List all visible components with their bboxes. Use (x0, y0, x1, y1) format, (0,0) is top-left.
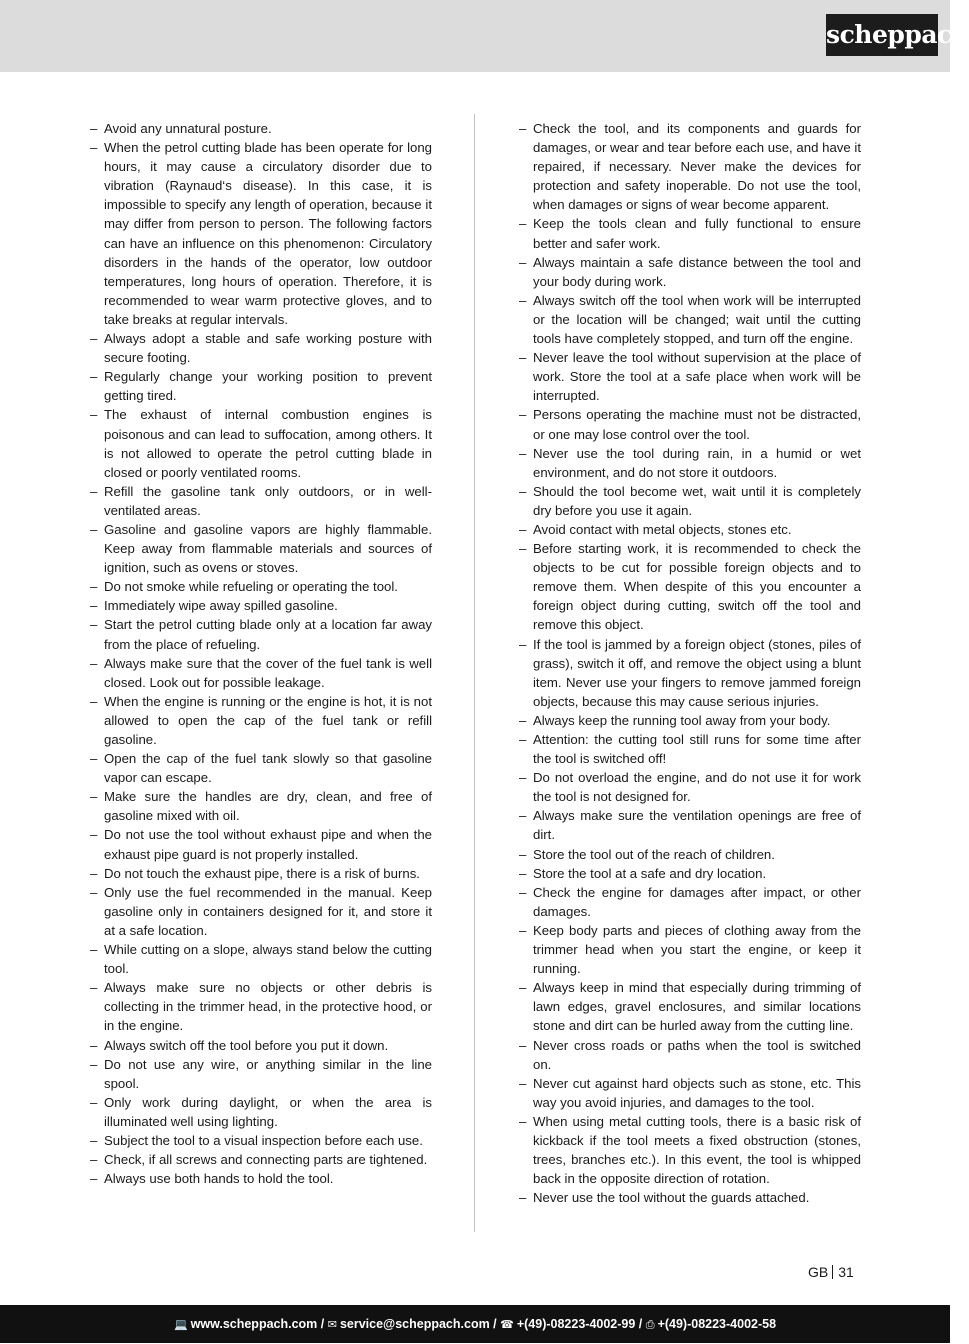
safety-instruction-item: – Avoid any unnatural posture. (90, 119, 432, 138)
safety-instruction-item: – Store the tool at a safe and dry location. (519, 864, 861, 883)
safety-instruction-item: – Never cut against hard objects such as stone, etc. This way you avoid injuries, and damages to the tool. (519, 1074, 861, 1112)
safety-instruction-item: – Always make sure that the cover of the fuel tank is well closed. Look out for possible leakage. (90, 654, 432, 692)
header-band (0, 0, 950, 72)
safety-instruction-item: – Always make sure no objects or other debris is collecting in the trimmer head, in the protective hood, or in the engine. (90, 978, 432, 1035)
left-safety-list (90, 119, 432, 1188)
safety-instruction-item: – Avoid contact with metal objects, stones etc. (519, 520, 861, 539)
safety-instruction-item: – Check, if all screws and connecting parts are tightened. (90, 1150, 432, 1169)
phone-icon: ☎ (500, 1319, 514, 1331)
footer-website[interactable]: www.scheppach.com (190, 1317, 318, 1331)
safety-instruction-item: – Only work during daylight, or when the area is illuminated well using lighting. (90, 1093, 432, 1131)
computer-icon: 💻 (173, 1319, 188, 1331)
safety-instruction-item: – Attention: the cutting tool still runs for some time after the tool is switched off! (519, 730, 861, 768)
safety-instruction-item: – Start the petrol cutting blade only at a location far away from the place of refueling. (90, 615, 432, 653)
footer-separator: / (635, 1317, 646, 1331)
safety-instruction-item: – Do not touch the exhaust pipe, there is a risk of burns. (90, 864, 432, 883)
safety-instruction-item: – Never cross roads or paths when the tool is switched on. (519, 1036, 861, 1074)
safety-instruction-item: – When the petrol cutting blade has been operate for long hours, it may cause a circulatory disorder due to vibration (Raynaud‘s disease). In this case, it is impossible to specify any length of operation, because it may differ from person to person. The following factors can have an influence on this phenomenon: Circulatory disorders in the hands of the operator, low outdoor temperatures, long hours of operation. Therefore, it is recommended to wear warm protective gloves, and to take breaks at regular intervals. (90, 138, 432, 329)
page-language: GB (808, 1264, 829, 1280)
safety-instruction-item: – Subject the tool to a visual inspection before each use. (90, 1131, 432, 1150)
scheppach-logo: scheppach (826, 14, 938, 56)
safety-instruction-item: – Before starting work, it is recommended to check the objects to be cut for possible foreign objects and to remove them. When despite of this you encounter a foreign object during cutting, switch off the tool and remove this object. (519, 539, 861, 634)
safety-instruction-item: – Keep the tools clean and fully functional to ensure better and safer work. (519, 214, 861, 252)
safety-instruction-item: – Do not use any wire, or anything similar in the line spool. (90, 1055, 432, 1093)
page-number-separator (832, 1265, 833, 1279)
fax-icon: ⎙ (645, 1319, 655, 1331)
page-number-value: 31 (838, 1264, 854, 1280)
safety-instruction-item: – Never leave the tool without supervision at the place of work. Store the tool at a safe place when work will be interrupted. (519, 348, 861, 405)
safety-instruction-item: – The exhaust of internal combustion engines is poisonous and can lead to suffocation, among others. It is not allowed to operate the petrol cutting blade in closed or poorly ventilated rooms. (90, 405, 432, 481)
footer-separator: / (317, 1317, 328, 1331)
safety-instruction-item: – Do not overload the engine, and do not use it for work the tool is not designed for. (519, 768, 861, 806)
right-column (519, 119, 861, 1207)
email-icon: ✉ (327, 1319, 337, 1331)
safety-instruction-item: – Gasoline and gasoline vapors are highly flammable. Keep away from flammable materials and sources of ignition, such as ovens or stoves. (90, 520, 432, 577)
footer-fax: +(49)-08223-4002-58 (657, 1317, 777, 1331)
footer-email[interactable]: service@scheppach.com (339, 1317, 490, 1331)
column-divider (474, 114, 475, 1232)
safety-instruction-item: – Always maintain a safe distance between the tool and your body during work. (519, 253, 861, 291)
safety-instruction-item: – Always keep in mind that especially during trimming of lawn edges, gravel enclosures, and similar locations stone and dirt can be hurled away from the cutting line. (519, 978, 861, 1035)
footer-separator: / (489, 1317, 501, 1331)
safety-instruction-item: – If the tool is jammed by a foreign object (stones, piles of grass), switch it off, and remove the object using a blunt item. Never use your fingers to remove jammed foreign objects, because this may cause serious injuries. (519, 635, 861, 711)
safety-instruction-item: – Always make sure the ventilation openings are free of dirt. (519, 806, 861, 844)
safety-instruction-item: – Always switch off the tool before you put it down. (90, 1036, 432, 1055)
safety-instruction-item: – Keep body parts and pieces of clothing away from the trimmer head when you start the engine, or keep it running. (519, 921, 861, 978)
safety-instruction-item: – While cutting on a slope, always stand below the cutting tool. (90, 940, 432, 978)
safety-instruction-item: – Always keep the running tool away from your body. (519, 711, 861, 730)
safety-instruction-item: – Refill the gasoline tank only outdoors, or in well-ventilated areas. (90, 482, 432, 520)
safety-instruction-item: – When using metal cutting tools, there is a basic risk of kickback if the tool meets a fixed obstruction (stones, trees, branches etc.). In this event, the tool is whipped back in the opposite direction of rotation. (519, 1112, 861, 1188)
safety-instruction-item: – Immediately wipe away spilled gasoline. (90, 596, 432, 615)
safety-instruction-item: – Store the tool out of the reach of children. (519, 845, 861, 864)
safety-instruction-item: – When the engine is running or the engine is hot, it is not allowed to open the cap of the fuel tank or refill gasoline. (90, 692, 432, 749)
safety-instruction-item: – Only use the fuel recommended in the manual. Keep gasoline only in containers designed for it, and store it at a safe location. (90, 883, 432, 940)
footer-contact-bar (0, 1305, 950, 1343)
safety-instruction-item: – Check the engine for damages after impact, or other damages. (519, 883, 861, 921)
safety-instruction-item: – Should the tool become wet, wait until it is completely dry before you use it again. (519, 482, 861, 520)
right-safety-list (519, 119, 861, 1207)
safety-instruction-item: – Always use both hands to hold the tool. (90, 1169, 432, 1188)
safety-instruction-item: – Do not smoke while refueling or operating the tool. (90, 577, 432, 596)
safety-instruction-item: – Check the tool, and its components and guards for damages, or wear and tear before each use, and have it repaired, if necessary. Never make the devices for protection and safety inoperable. Do not use the tool, when damages or signs of wear become apparent. (519, 119, 861, 214)
safety-instruction-item: – Make sure the handles are dry, clean, and free of gasoline mixed with oil. (90, 787, 432, 825)
safety-instruction-item: – Open the cap of the fuel tank slowly so that gasoline vapor can escape. (90, 749, 432, 787)
safety-instruction-item: – Do not use the tool without exhaust pipe and when the exhaust pipe guard is not properly installed. (90, 825, 432, 863)
footer-phone: +(49)-08223-4002-99 (516, 1317, 636, 1331)
page-number (808, 1264, 854, 1280)
safety-instruction-item: – Always switch off the tool when work will be interrupted or the location will be changed; wait until the cutting tools have completely stopped, and turn off the engine. (519, 291, 861, 348)
safety-instruction-item: – Never use the tool during rain, in a humid or wet environment, and do not store it outdoors. (519, 444, 861, 482)
safety-instruction-item: – Regularly change your working position to prevent getting tired. (90, 367, 432, 405)
left-column (90, 119, 432, 1188)
safety-instruction-item: – Always adopt a stable and safe working posture with secure footing. (90, 329, 432, 367)
safety-instruction-item: – Persons operating the machine must not be distracted, or one may lose control over the tool. (519, 405, 861, 443)
safety-instruction-item: – Never use the tool without the guards attached. (519, 1188, 861, 1207)
